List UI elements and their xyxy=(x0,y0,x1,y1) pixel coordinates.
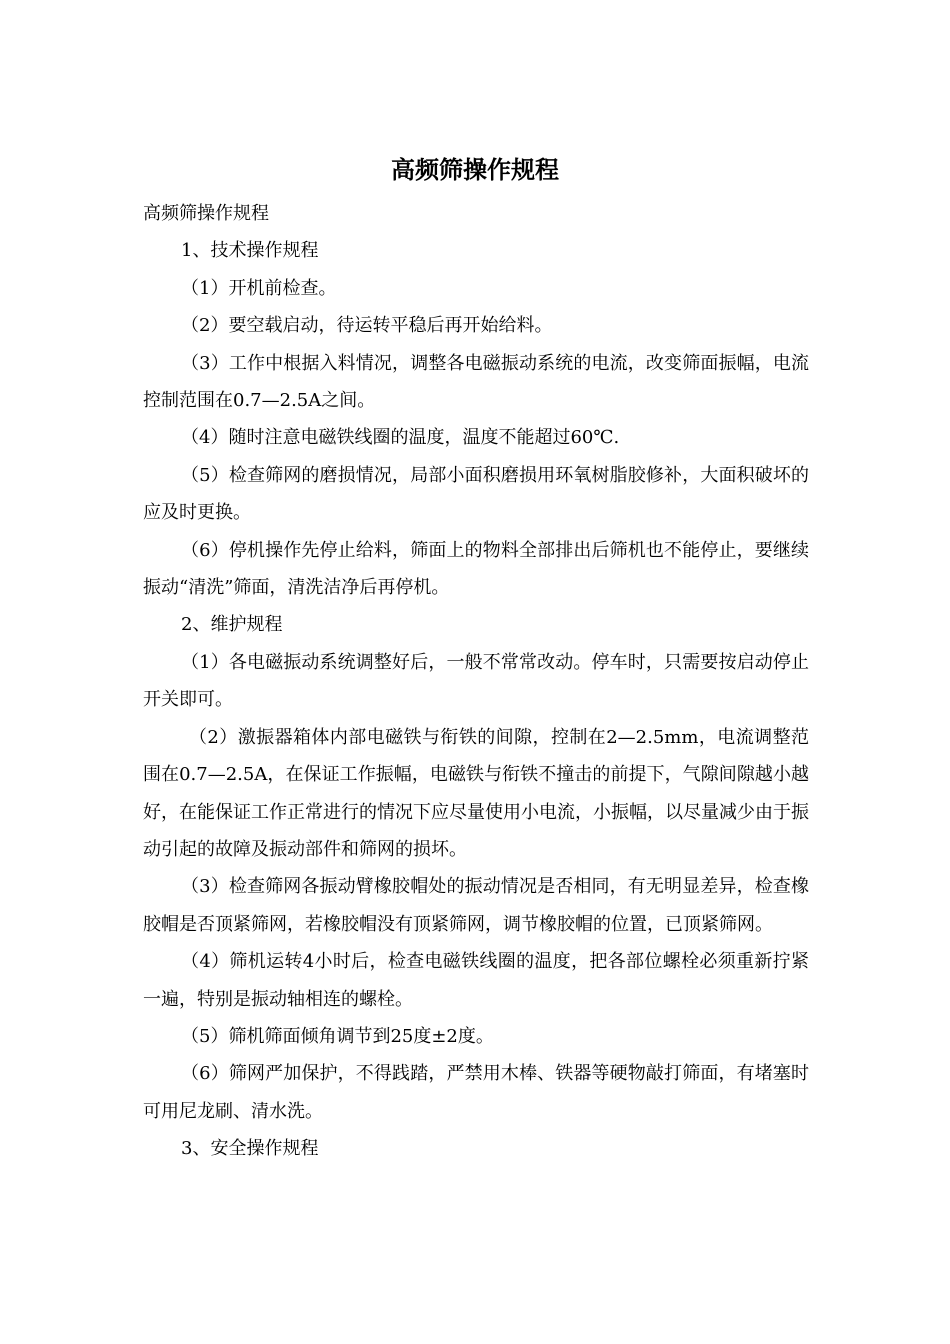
section-1-item-5: （5）检查筛网的磨损情况，局部小面积磨损用环氧树脂胶修补，大面积破坏的应及时更换。 xyxy=(143,464,809,524)
section-2-heading: 2、维护规程 xyxy=(181,614,283,636)
section-2-item-1: （1）各电磁振动系统调整好后，一般不常常改动。停车时，只需要按启动停止开关即可。 xyxy=(143,651,809,711)
section-1-heading: 1、技术操作规程 xyxy=(181,240,319,262)
section-1-item-2: （2）要空载启动，待运转平稳后再开始给料。 xyxy=(181,315,553,337)
document-title: 高频筛操作规程 xyxy=(391,155,559,184)
section-3-heading: 3、安全操作规程 xyxy=(181,1138,319,1160)
section-2-item-3: （3）检查筛网各振动臂橡胶帽处的振动情况是否相同，有无明显差异，检查橡胶帽是否顶紧筛网，若橡胶帽没有顶紧筛网，调节橡胶帽的位置，已顶紧筛网。 xyxy=(143,876,809,935)
document-body xyxy=(143,195,809,1168)
section-2-item-6: （6）筛网严加保护，不得践踏，严禁用木棒、铁器等硬物敲打筛面，有堵塞时可用尼龙刷、清水洗。 xyxy=(143,1063,809,1122)
document-subtitle: 高频筛操作规程 xyxy=(143,203,269,224)
section-2-item-5: （5）筛机筛面倾角调节到25度±2度。 xyxy=(181,1025,494,1047)
section-1-item-1: （1）开机前检查。 xyxy=(181,277,337,299)
section-2-item-2: （2）激振器箱体内部电磁铁与衔铁的间隙，控制在2—2.5mm，电流调整范围在0.7—2.5A，在保证工作振幅，电磁铁与衔铁不撞击的前提下，气隙间隙越小越好，在能保证工作正常进行的情况下应尽量使用小电流，小振幅，以尽量减少由于振动引起的故障及振动部件和筛网的损坏。 xyxy=(143,726,809,860)
section-1-item-3: （3）工作中根据入料情况，调整各电磁振动系统的电流，改变筛面振幅，电流控制范围在0.7—2.5A之间。 xyxy=(143,352,809,412)
section-1-item-4: （4）随时注意电磁铁线圈的温度，温度不能超过60℃. xyxy=(181,427,620,449)
section-1-item-6: （6）停机操作先停止给料，筛面上的物料全部排出后筛机也不能停止，要继续振动“清洗”筛面，清洗洁净后再停机。 xyxy=(143,539,809,599)
section-2-item-4: （4）筛机运转4小时后，检查电磁铁线圈的温度，把各部位螺栓必须重新拧紧一遍，特别是振动轴相连的螺栓。 xyxy=(143,951,809,1010)
